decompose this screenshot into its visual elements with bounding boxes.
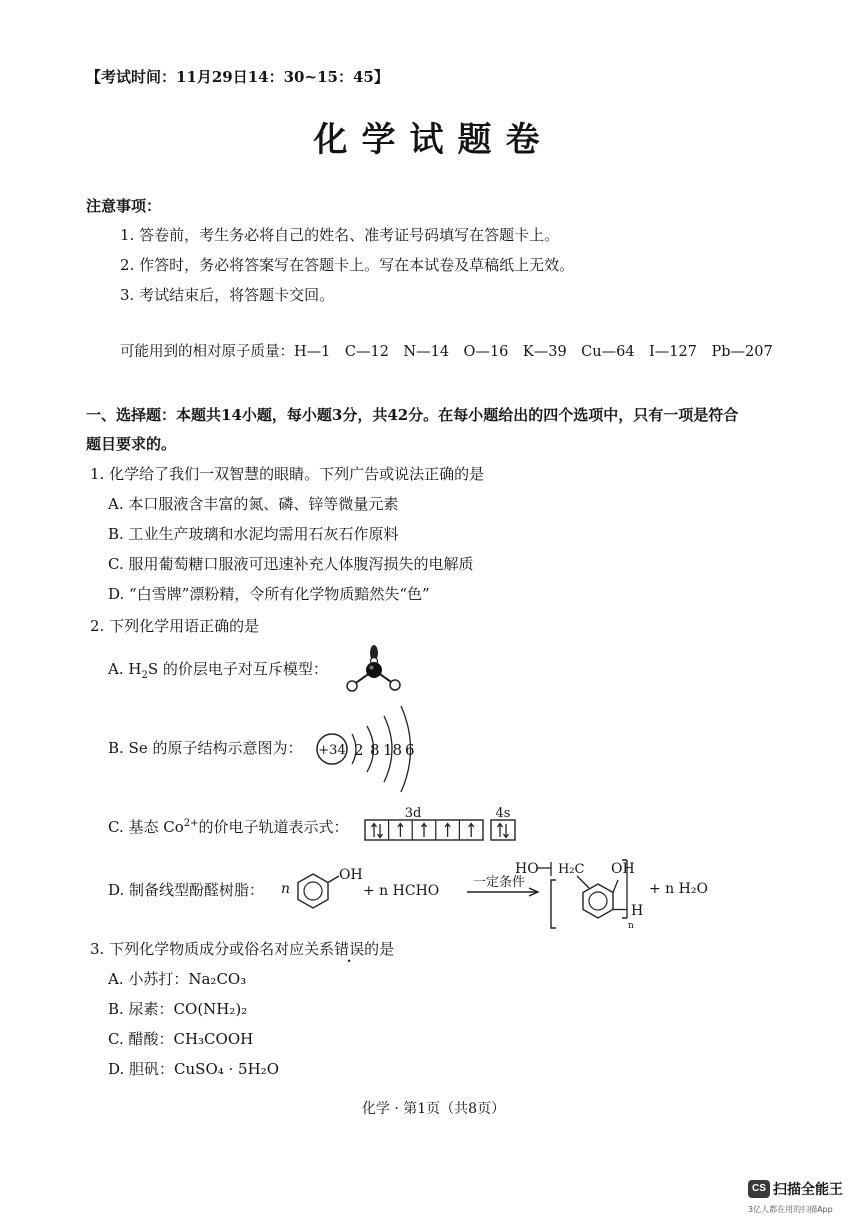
q2-a-sub: 2 [141, 670, 148, 681]
q3-option-c: C. 醋酸：CH₃COOH [108, 1030, 254, 1048]
atomic-masses: 可能用到的相对原子质量：H—1 C—12 N—14 O—16 K—39 Cu—64 I—127 Pb—207 [120, 344, 773, 360]
question-3-stem [90, 940, 394, 958]
product-oh-label: OH [611, 861, 635, 877]
water-term: + n H₂O [649, 881, 708, 897]
q2-c-sup: 2+ [183, 818, 199, 829]
q3-option-d: D. 胆矾：CuSO₄ · 5H₂O [108, 1060, 279, 1078]
q2-option-b: B. Se 的原子结构示意图为： [108, 739, 303, 757]
exam-time: 【考试时间：11月29日14：30~15：45】 [86, 68, 389, 86]
co-orbital-diagram [362, 804, 524, 844]
note-item: 2. 作答时，务必将答案写在答题卡上。写在本试卷及草稿纸上无效。 [120, 256, 575, 274]
q2-c-text: 的价电子轨道表示式： [198, 818, 349, 836]
product-ho-label: HO [515, 861, 539, 877]
q1-option-a: A. 本口服液含丰富的氮、磷、锌等微量元素 [108, 495, 399, 513]
q2-a-prefix: A. H [108, 660, 142, 678]
q2-c-prefix: C. 基态 Co [108, 818, 184, 836]
scanner-logo [748, 1179, 843, 1199]
q3-stem-before: 3. 下列化学物质成分或俗名对应关系 [90, 940, 335, 958]
product-ch2-label: H₂C [558, 862, 585, 877]
scanner-app-name: 扫描全能王 [773, 1182, 843, 1198]
q1-option-c: C. 服用葡萄糖口服液可迅速补充人体腹泻损失的电解质 [108, 555, 474, 573]
se-nucleus-label: +34 [318, 743, 346, 758]
se-shell-3: 18 [383, 741, 403, 759]
note-item: 3. 考试结束后，将答题卡交回。 [120, 286, 335, 304]
orbital-label-4s: 4s [495, 806, 511, 821]
question-1-stem: 1. 化学给了我们一双智慧的眼睛。下列广告或说法正确的是 [90, 465, 485, 483]
q3-option-b: B. 尿素：CO(NH₂)₂ [108, 1000, 248, 1018]
product-h-label: H [631, 903, 644, 919]
page-title: 化学试题卷 [313, 120, 554, 160]
note-item: 1. 答卷前，考生务必将自己的姓名、准考证号码填写在答题卡上。 [120, 226, 560, 244]
q2-option-a [108, 660, 328, 682]
reaction-condition: 一定条件 [473, 875, 526, 890]
scanner-slogan: 3亿人都在用的扫描App [748, 1205, 833, 1214]
section-heading: 一、选择题：本题共14小题，每小题3分，共42分。在每小题给出的四个选项中，只有一项是符合 [86, 406, 739, 424]
q2-a-text: S 的价层电子对互斥模型： [147, 660, 328, 678]
q3-option-a: A. 小苏打：Na₂CO₃ [108, 970, 247, 988]
question-2-stem: 2. 下列化学用语正确的是 [90, 617, 260, 635]
q3-stem-emphasis: 错误 [334, 940, 365, 958]
q2-option-d: D. 制备线型酚醛树脂： [108, 881, 265, 899]
se-atomic-structure-diagram [310, 700, 422, 796]
reactant-coefficient: n [281, 881, 291, 897]
q1-option-d: D. “白雪牌”漂粉精，令所有化学物质黯然失“色” [108, 585, 430, 603]
formaldehyde-term: + n HCHO [363, 883, 440, 899]
se-shell-1: 2 [354, 741, 364, 759]
q2-option-c [108, 818, 349, 836]
phenol-formaldehyde-reaction-diagram [275, 852, 715, 932]
page-footer: 化学 · 第1页（共8页） [361, 1101, 506, 1117]
q1-option-b: B. 工业生产玻璃和水泥均需用石灰石作原料 [108, 525, 399, 543]
se-shell-4: 6 [405, 741, 415, 759]
polymer-degree: n [628, 921, 634, 931]
phenol-oh-label: OH [339, 867, 363, 883]
orbital-label-3d: 3d [404, 806, 422, 821]
cs-badge-icon: CS [748, 1180, 770, 1198]
se-shell-2: 8 [370, 741, 380, 759]
notes-heading: 注意事项： [86, 197, 162, 215]
h2s-vsepr-model-icon [340, 640, 404, 696]
section-heading-cont: 题目要求的。 [86, 435, 177, 453]
q3-stem-after: 的是 [364, 940, 395, 958]
